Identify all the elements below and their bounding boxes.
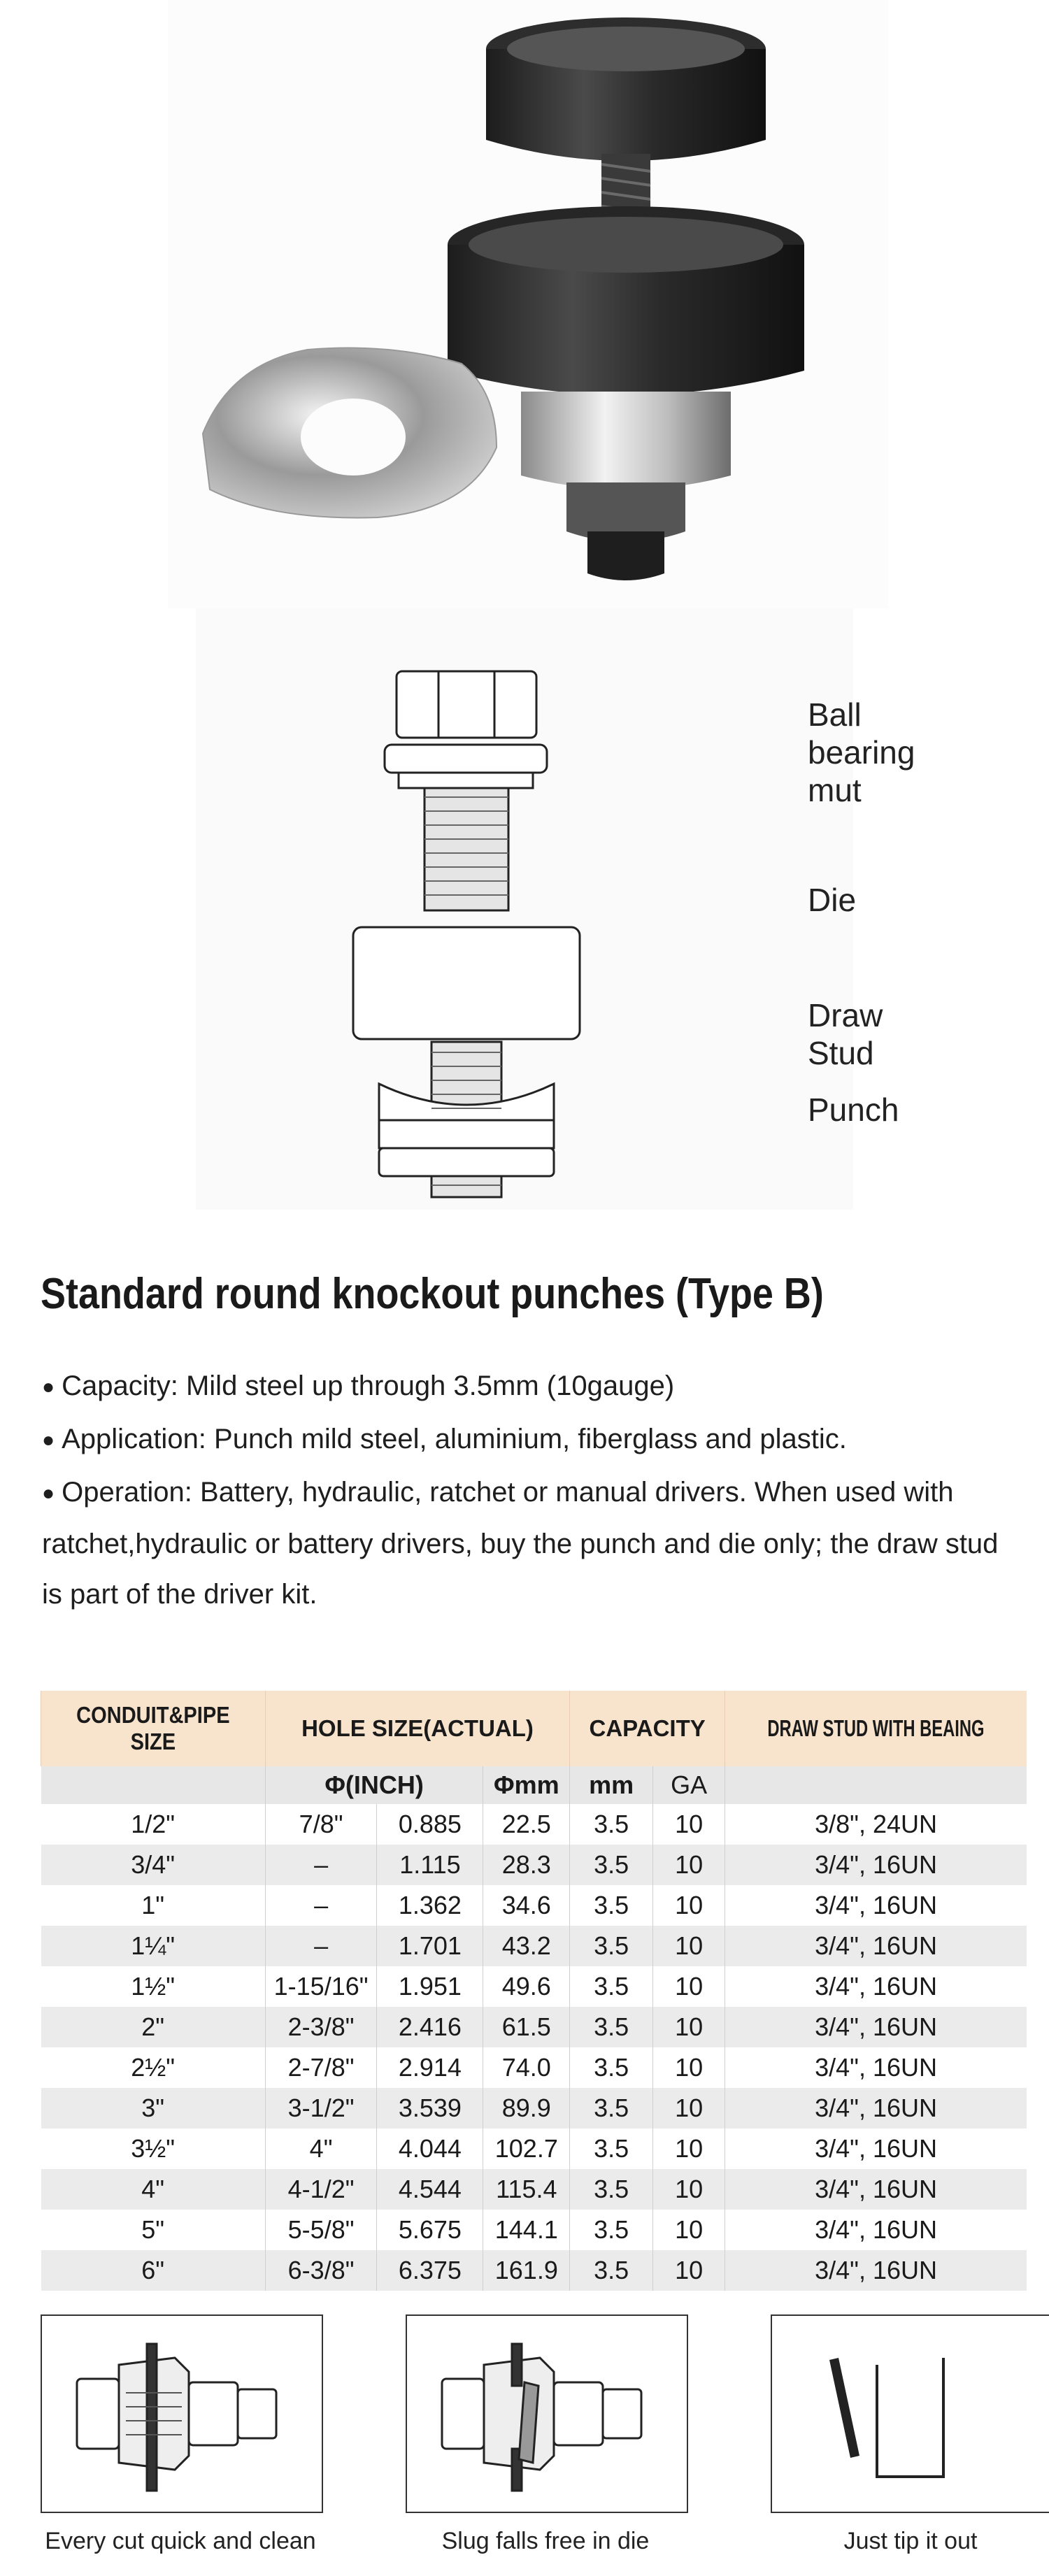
table-row — [41, 2047, 1027, 2088]
cell-mm: 61.5 — [483, 2007, 570, 2047]
bullet-dot: ● — [42, 1429, 55, 1452]
table-row — [41, 1926, 1027, 1966]
spec-table — [41, 1691, 1027, 2291]
cell-capacity-mm: 3.5 — [570, 1845, 653, 1885]
cell-mm: 161.9 — [483, 2250, 570, 2291]
subheader-empty — [725, 1766, 1027, 1804]
cell-capacity-mm: 3.5 — [570, 2169, 653, 2210]
cell-ga: 10 — [653, 2169, 725, 2210]
cell-inch-decimal: 2.914 — [377, 2047, 483, 2088]
illustration-tip-out — [771, 2314, 1049, 2513]
cell-mm: 28.3 — [483, 1845, 570, 1885]
table-row — [41, 2007, 1027, 2047]
exploded-diagram — [196, 608, 915, 1210]
subheader-empty — [41, 1766, 266, 1804]
cell-conduit-size: 4" — [41, 2169, 266, 2210]
cell-mm: 74.0 — [483, 2047, 570, 2088]
caption-clean-cut: Every cut quick and clean — [45, 2528, 316, 2554]
bullet-text: Application: Punch mild steel, aluminium, fiberglass and plastic. — [62, 1424, 847, 1454]
cell-draw-stud: 3/8", 24UN — [725, 1804, 1027, 1845]
cell-inch-decimal: 1.951 — [377, 1966, 483, 2007]
table-header-row — [41, 1691, 1027, 1766]
cell-ga: 10 — [653, 2128, 725, 2169]
table-row — [41, 2250, 1027, 2291]
slug-falls-drawing — [407, 2316, 687, 2512]
cell-mm: 89.9 — [483, 2088, 570, 2128]
cell-inch-fraction: 5-5/8" — [265, 2210, 377, 2250]
cell-capacity-mm: 3.5 — [570, 1804, 653, 1845]
cell-inch-fraction: 2-3/8" — [265, 2007, 377, 2047]
subheader-capacity-mm: mm — [570, 1766, 653, 1804]
cell-ga: 10 — [653, 2047, 725, 2088]
page-title: Standard round knockout punches (Type B) — [41, 1270, 824, 1318]
cell-capacity-mm: 3.5 — [570, 1885, 653, 1926]
cell-conduit-size: 1¼" — [41, 1926, 266, 1966]
cell-draw-stud: 3/4", 16UN — [725, 2047, 1027, 2088]
cell-capacity-mm: 3.5 — [570, 1926, 653, 1966]
cell-inch-decimal: 6.375 — [377, 2250, 483, 2291]
cell-ga: 10 — [653, 2088, 725, 2128]
cell-inch-decimal: 5.675 — [377, 2210, 483, 2250]
cell-ga: 10 — [653, 1804, 725, 1845]
cell-draw-stud: 3/4", 16UN — [725, 1845, 1027, 1885]
bullet-dot: ● — [42, 1375, 55, 1399]
label-die: Die — [808, 882, 857, 918]
bullet-dot: ● — [42, 1482, 55, 1505]
table-row — [41, 2088, 1027, 2128]
cell-draw-stud: 3/4", 16UN — [725, 2007, 1027, 2047]
subheader-inch: Φ(INCH) — [265, 1766, 483, 1804]
cell-conduit-size: 1" — [41, 1885, 266, 1926]
bullet-text: Operation: Battery, hydraulic, ratchet or manual drivers. When used with ratchet,hydraulic or battery drivers, buy the punch and die only; the draw stud is part of the driver kit. — [42, 1477, 999, 1610]
cell-ga: 10 — [653, 1926, 725, 1966]
cell-draw-stud: 3/4", 16UN — [725, 1885, 1027, 1926]
cell-inch-fraction: 3-1/2" — [265, 2088, 377, 2128]
tip-out-drawing — [772, 2316, 1049, 2512]
cell-conduit-size: 2½" — [41, 2047, 266, 2088]
cell-inch-fraction: 2-7/8" — [265, 2047, 377, 2088]
cell-mm: 102.7 — [483, 2128, 570, 2169]
cell-mm: 22.5 — [483, 1804, 570, 1845]
table-row — [41, 2210, 1027, 2250]
exploded-diagram-drawing — [196, 608, 853, 1210]
table-row — [41, 1885, 1027, 1926]
cell-inch-decimal: 1.362 — [377, 1885, 483, 1926]
cell-draw-stud: 3/4", 16UN — [725, 1926, 1027, 1966]
cell-ga: 10 — [653, 1885, 725, 1926]
subheader-ga: GA — [653, 1766, 725, 1804]
cell-capacity-mm: 3.5 — [570, 2210, 653, 2250]
bullet-capacity — [42, 1361, 1021, 1412]
bullet-application — [42, 1414, 1021, 1466]
cell-inch-decimal: 1.115 — [377, 1845, 483, 1885]
cell-mm: 49.6 — [483, 1966, 570, 2007]
cell-inch-decimal: 1.701 — [377, 1926, 483, 1966]
cell-inch-fraction: 4" — [265, 2128, 377, 2169]
cell-inch-decimal: 4.044 — [377, 2128, 483, 2169]
cell-inch-fraction: 4-1/2" — [265, 2169, 377, 2210]
cell-draw-stud: 3/4", 16UN — [725, 2088, 1027, 2128]
cell-mm: 43.2 — [483, 1926, 570, 1966]
table-row — [41, 1845, 1027, 1885]
cell-inch-fraction: – — [265, 1885, 377, 1926]
cell-conduit-size: 6" — [41, 2250, 266, 2291]
cell-conduit-size: 3½" — [41, 2128, 266, 2169]
cell-ga: 10 — [653, 2007, 725, 2047]
caption-slug-falls: Slug falls free in die — [441, 2528, 650, 2554]
cell-capacity-mm: 3.5 — [570, 2088, 653, 2128]
cell-capacity-mm: 3.5 — [570, 2128, 653, 2169]
cell-draw-stud: 3/4", 16UN — [725, 1966, 1027, 2007]
label-ball-bearing-nut: Ball bearing mut — [808, 696, 915, 808]
cell-mm: 34.6 — [483, 1885, 570, 1926]
header-draw-stud: DRAW STUD WITH BEAING — [725, 1691, 1027, 1766]
table-row — [41, 1804, 1027, 1845]
cell-draw-stud: 3/4", 16UN — [725, 2250, 1027, 2291]
cell-inch-decimal: 2.416 — [377, 2007, 483, 2047]
cell-mm: 115.4 — [483, 2169, 570, 2210]
cell-draw-stud: 3/4", 16UN — [725, 2128, 1027, 2169]
bullet-operation — [42, 1467, 1021, 1619]
cell-inch-fraction: 1-15/16" — [265, 1966, 377, 2007]
label-punch: Punch — [808, 1092, 899, 1128]
label-draw-stud: Draw Stud — [808, 997, 883, 1071]
illustration-slug-falls — [406, 2314, 688, 2513]
header-hole-size: HOLE SIZE(ACTUAL) — [265, 1691, 569, 1766]
product-photo — [168, 0, 888, 608]
table-row — [41, 1966, 1027, 2007]
cell-conduit-size: 1/2" — [41, 1804, 266, 1845]
cell-capacity-mm: 3.5 — [570, 2047, 653, 2088]
illustration-clean-cut — [41, 2314, 323, 2513]
caption-tip-out: Just tip it out — [843, 2528, 978, 2554]
cell-capacity-mm: 3.5 — [570, 2250, 653, 2291]
table-subheader-row — [41, 1766, 1027, 1804]
cell-conduit-size: 5" — [41, 2210, 266, 2250]
cell-conduit-size: 1½" — [41, 1966, 266, 2007]
table-row — [41, 2169, 1027, 2210]
cell-conduit-size: 3" — [41, 2088, 266, 2128]
cell-ga: 10 — [653, 1845, 725, 1885]
cell-ga: 10 — [653, 1966, 725, 2007]
cell-inch-fraction: 7/8" — [265, 1804, 377, 1845]
cell-ga: 10 — [653, 2210, 725, 2250]
cell-capacity-mm: 3.5 — [570, 1966, 653, 2007]
clean-cut-drawing — [42, 2316, 322, 2512]
table-row — [41, 2128, 1027, 2169]
cell-draw-stud: 3/4", 16UN — [725, 2210, 1027, 2250]
cell-inch-fraction: 6-3/8" — [265, 2250, 377, 2291]
cell-conduit-size: 3/4" — [41, 1845, 266, 1885]
cell-inch-decimal: 0.885 — [377, 1804, 483, 1845]
bullet-text: Capacity: Mild steel up through 3.5mm (10gauge) — [62, 1371, 675, 1401]
cell-conduit-size: 2" — [41, 2007, 266, 2047]
cell-inch-fraction: – — [265, 1845, 377, 1885]
cell-inch-decimal: 4.544 — [377, 2169, 483, 2210]
cell-draw-stud: 3/4", 16UN — [725, 2169, 1027, 2210]
cell-inch-fraction: – — [265, 1926, 377, 1966]
subheader-mm: Φmm — [483, 1766, 570, 1804]
cell-mm: 144.1 — [483, 2210, 570, 2250]
header-capacity: CAPACITY — [570, 1691, 725, 1766]
cell-inch-decimal: 3.539 — [377, 2088, 483, 2128]
cell-capacity-mm: 3.5 — [570, 2007, 653, 2047]
cell-ga: 10 — [653, 2250, 725, 2291]
table-body — [41, 1804, 1027, 2291]
header-conduit-pipe-size: CONDUIT&PIPE SIZE — [41, 1691, 266, 1766]
